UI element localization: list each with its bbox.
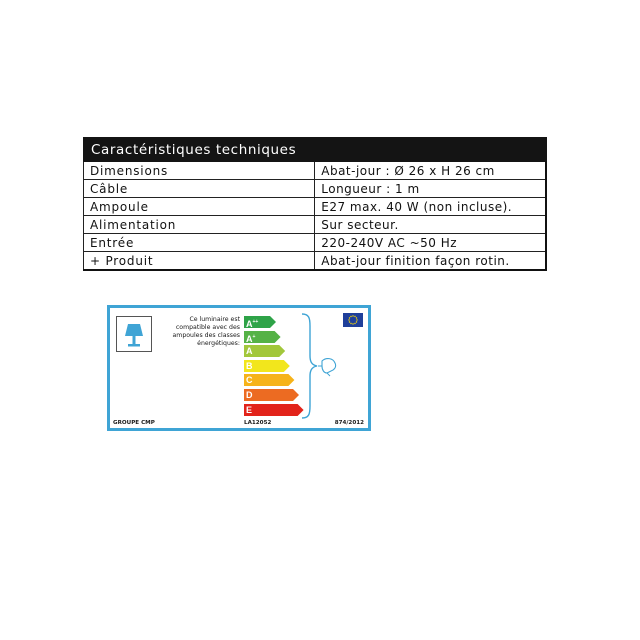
model-number: LA12052 bbox=[244, 420, 272, 426]
specs-table-title: Caractéristiques techniques bbox=[84, 138, 547, 162]
compatibility-statement bbox=[156, 316, 240, 348]
table-row bbox=[84, 162, 547, 180]
energy-class-letter: A+ bbox=[246, 333, 256, 344]
spec-value: Abat-jour : Ø 26 x H 26 cm bbox=[315, 162, 546, 180]
energy-label-footer bbox=[110, 420, 368, 430]
table-row bbox=[84, 180, 547, 198]
spec-label: Dimensions bbox=[84, 162, 315, 180]
energy-class-bar bbox=[244, 331, 281, 343]
compatibility-line: Ce luminaire est bbox=[189, 316, 240, 323]
energy-class-bar bbox=[244, 404, 304, 416]
energy-class-letter: A bbox=[246, 346, 253, 357]
energy-class-letter: D bbox=[246, 390, 253, 400]
spec-value: E27 max. 40 W (non incluse). bbox=[315, 198, 546, 216]
spec-label: Alimentation bbox=[84, 216, 315, 234]
compatibility-line: compatible avec des bbox=[175, 324, 240, 331]
energy-class-letter: A++ bbox=[246, 319, 259, 329]
energy-class-letter: E bbox=[246, 404, 253, 415]
spec-value: Abat-jour finition façon rotin. bbox=[315, 252, 546, 271]
table-row bbox=[84, 234, 547, 252]
spec-label: Ampoule bbox=[84, 198, 315, 216]
energy-label bbox=[107, 305, 371, 431]
spec-label: Entrée bbox=[84, 234, 315, 252]
spec-value: 220-240V AC ~50 Hz bbox=[315, 234, 546, 252]
technical-specs-table bbox=[83, 137, 547, 271]
spec-value: Sur secteur. bbox=[315, 216, 546, 234]
energy-class-letter: C bbox=[246, 375, 253, 386]
table-lamp-icon bbox=[116, 316, 152, 352]
regulation-number: 874/2012 bbox=[334, 420, 364, 426]
brand-name: GROUPE CMP bbox=[113, 420, 155, 426]
spec-label: + Produit bbox=[84, 252, 315, 271]
energy-class-bar bbox=[244, 345, 285, 357]
energy-class-suffix: + bbox=[252, 333, 256, 340]
spec-label: Câble bbox=[84, 180, 315, 198]
energy-class-bar bbox=[244, 316, 276, 328]
energy-class-bar bbox=[244, 374, 294, 386]
eu-flag-icon bbox=[343, 313, 363, 327]
energy-class-suffix: ++ bbox=[252, 319, 259, 325]
table-row bbox=[84, 252, 547, 271]
compatibility-line: ampoules des classes bbox=[172, 332, 240, 339]
spec-value: Longueur : 1 m bbox=[315, 180, 546, 198]
energy-class-arrow bbox=[244, 404, 304, 416]
table-row bbox=[84, 198, 547, 216]
compatibility-line: énergétiques: bbox=[197, 340, 240, 347]
energy-class-bar bbox=[244, 360, 290, 372]
table-row bbox=[84, 216, 547, 234]
energy-class-letter: B bbox=[246, 360, 253, 371]
energy-class-bar bbox=[244, 389, 299, 401]
light-bulb-icon bbox=[300, 312, 344, 422]
